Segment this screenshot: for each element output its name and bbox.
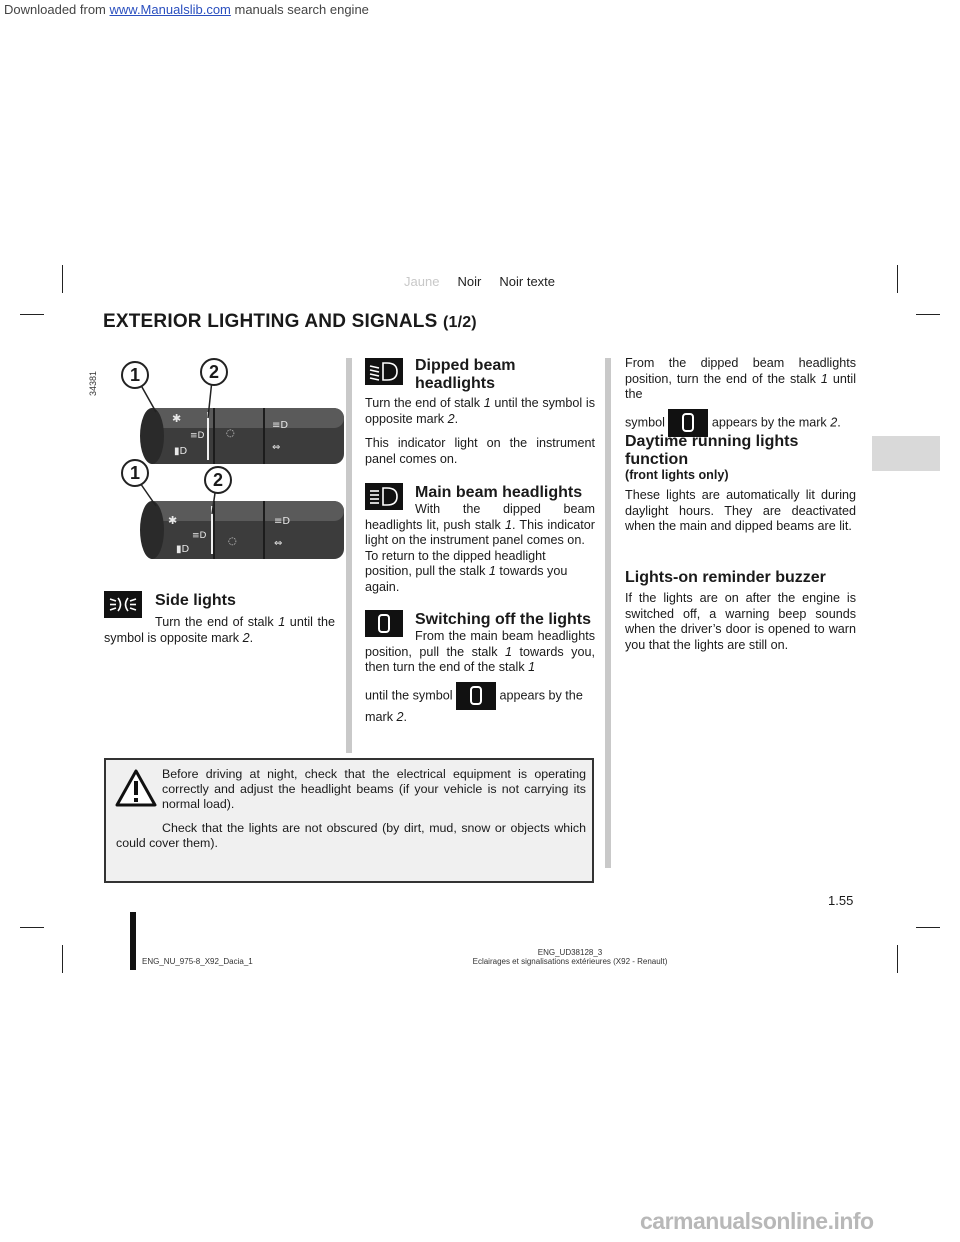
svg-text:◌: ◌ [226,428,235,439]
callout-2-upper: 2 [200,358,228,386]
section-tab [872,436,940,471]
stalk-figure [88,356,344,566]
callout-1-upper: 1 [121,361,149,389]
page-number: 1.55 [828,893,854,908]
column-divider [346,358,352,753]
figure-code: 34381 [88,370,98,396]
dipped-beam-heading: Dipped beam headlights [415,357,516,392]
svg-text:≡D: ≡D [190,431,205,441]
crop-mark [62,265,63,293]
crop-mark [20,927,44,928]
svg-text:≡D: ≡D [272,420,289,431]
svg-text:≡D: ≡D [192,531,207,541]
lights-off-inline-icon [456,682,496,710]
switching-off-heading: Switching off the lights [415,611,591,628]
footer-bar [130,912,136,970]
svg-text:⇔: ⇔ [274,538,283,549]
svg-text:✱: ✱ [168,514,178,527]
svg-text:✱: ✱ [172,412,182,425]
footer-left: ENG_NU_975-8_X92_Dacia_1 [142,957,253,966]
crop-mark [20,314,44,315]
color-jaune: Jaune [404,274,440,289]
side-lights-icon [104,591,142,618]
switching-off-text: From the main beam headlights position, pull the stalk 1 towards you, then turn the end of the stalk 1 until the symbol appears by the mark 2. [365,629,595,724]
callout-1-lower: 1 [121,459,149,487]
svg-text:◌: ◌ [228,536,237,547]
main-beam-heading: Main beam headlights [415,484,583,501]
reminder-heading: Lights-on reminder buzzer [625,569,826,586]
color-strip [404,274,555,289]
site-logo: carmanualsonline.info [640,1208,874,1234]
dipped-beam-icon [365,358,403,385]
main-beam-text: With the dipped beam headlights lit, push stalk 1. This indicator light on the instrument panel comes on. To return to the dipped headlight position, pull the stalk 1 towards you again. [365,502,595,594]
right-intro-text: From the dipped beam headlights position, turn the end of the stalk 1 until the symbol appears by the mark 2. [625,356,856,437]
side-lights-heading: Side lights [155,592,236,609]
crop-mark [897,265,898,293]
svg-text:≡D: ≡D [274,516,291,527]
column-divider [605,358,611,868]
callout-2-lower: 2 [204,466,232,494]
page-title [103,311,477,333]
crop-mark [916,927,940,928]
color-noir-texte: Noir texte [499,274,556,289]
reminder-text: If the lights are on after the engine is switched off, a warning beep sounds when the driver’s door is opened to warn you that the lights are still on. [625,591,856,652]
crop-mark [916,314,940,315]
svg-text:▮D: ▮D [174,446,188,457]
side-lights-text: Turn the end of stalk 1 until the symbol is opposite mark 2. [104,615,335,645]
title-main: EXTERIOR LIGHTING AND SIGNALS [103,311,438,332]
dipped-beam-text: Turn the end of stalk 1 until the symbol is opposite mark 2. This indicator light on the instrument panel comes on. [365,396,595,466]
manualslib-link[interactable]: www.Manualslib.com [109,2,231,17]
title-suffix: (1/2) [442,314,477,331]
warning-text: Before driving at night, check that the electrical equipment is operating correctly and adjust the headlight beams (if your vehicle is not carrying its normal load). Check that the lights are not obscured (by dirt, mud, snow or objects which could cover them). [116,767,586,850]
daytime-subheading: (front lights only) [625,468,729,482]
crop-mark [897,945,898,973]
daytime-text: These lights are automatically lit during daylight hours. They are deactivated when the main and dipped beams are lit. [625,488,856,533]
svg-text:⇔: ⇔ [272,442,281,453]
footer-right: ENG_UD38128_3 Eclairages et signalisations extérieures (X92 - Renault) [472,948,668,966]
daytime-heading: Daytime running lights function [625,433,799,468]
color-noir: Noir [457,274,482,289]
crop-mark [62,945,63,973]
warning-box [104,758,594,883]
svg-text:▮D: ▮D [176,544,190,555]
download-watermark: Downloaded from www.Manualslib.com manuals search engine [4,2,369,17]
